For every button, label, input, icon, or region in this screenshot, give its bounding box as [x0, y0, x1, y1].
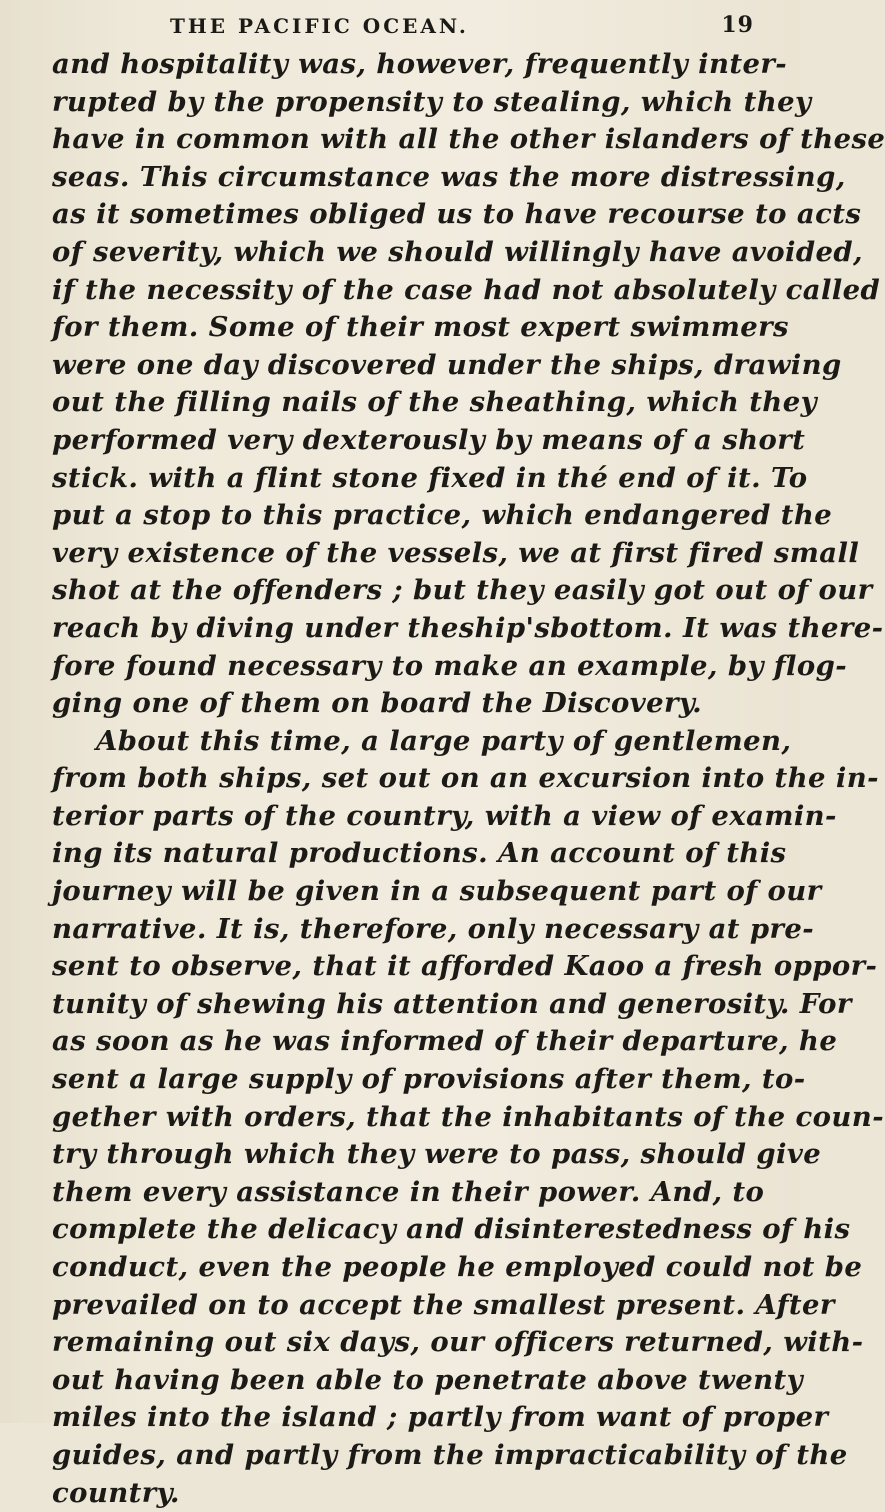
page-number: 19 [721, 12, 754, 38]
text-line: stick. with a flint stone fixed in thé end of it. To [52, 461, 808, 494]
body-text [52, 46, 885, 1512]
text-line: miles into the island ; partly from want of proper [52, 1401, 829, 1434]
text-line: seas. This circumstance was the more distressing, [52, 160, 846, 193]
text-line: try through which they were to pass, should give [52, 1138, 822, 1171]
text-line: narrative. It is, therefore, only necessary at pre- [52, 912, 815, 945]
text-line: if the necessity of the case had not absolutely called [52, 273, 881, 306]
text-line: conduct, even the people he employed could not be [52, 1251, 863, 1283]
text-line: guides, and partly from the impracticability of the [52, 1438, 848, 1471]
text-line: complete the delicacy and disinterestedness of his [52, 1213, 851, 1246]
text-line: out the filling nails of the sheathing, which they [52, 386, 817, 419]
text-line: and hospitality was, however, frequently inter- [52, 48, 788, 80]
text-line: fore found necessary to make an example, by flog- [52, 649, 848, 682]
text-line: of severity, which we should willingly have avoided, [52, 235, 864, 268]
text-line: for them. Some of their most expert swimmers [52, 311, 789, 344]
text-line: from both ships, set out on an excursion into the in- [52, 762, 879, 795]
text-line: were one day discovered under the ships, drawing [52, 348, 842, 381]
text-line: have in common with all the other islanders of these [52, 123, 885, 156]
running-head-title: THE PACIFIC OCEAN. [170, 14, 469, 38]
text-line: shot at the offenders ; but they easily got out of our [52, 574, 873, 607]
text-line: out having been able to penetrate above twenty [52, 1363, 804, 1396]
text-line: remaining out six days, our officers returned, with- [52, 1326, 864, 1359]
text-line: sent to observe, that it afforded Kaoo a fresh oppor- [52, 950, 878, 983]
text-line: gether with orders, that the inhabitants of the coun- [52, 1100, 885, 1133]
text-line: terior parts of the country, with a view of examin- [52, 799, 837, 832]
text-line: as soon as he was informed of their departure, he [52, 1025, 838, 1058]
text-line: as it sometimes obliged us to have recourse to acts [52, 198, 862, 231]
text-line: ing its natural productions. An account of this [52, 837, 787, 870]
text-line: performed very dexterously by means of a short [52, 423, 806, 456]
text-line: rupted by the propensity to stealing, which they [52, 85, 812, 118]
text-line: country. [52, 1476, 180, 1509]
text-line: ging one of them on board the Discovery. [52, 687, 703, 720]
text-line: prevailed on to accept the smallest present. After [52, 1288, 835, 1321]
text-line: sent a large supply of provisions after them, to- [52, 1063, 806, 1096]
text-line: journey will be given in a subsequent part of our [52, 875, 822, 908]
text-line: About this time, a large party of gentlemen, [96, 724, 792, 757]
text-line: tunity of shewing his attention and generosity. For [52, 987, 852, 1020]
text-line: reach by diving under theship'sbottom. It was there- [52, 611, 884, 644]
text-line: very existence of the vessels, we at first fired small [52, 536, 860, 569]
text-line: put a stop to this practice, which endangered the [52, 499, 833, 532]
running-head [170, 14, 754, 44]
text-line: them every assistance in their power. And, to [52, 1175, 765, 1208]
